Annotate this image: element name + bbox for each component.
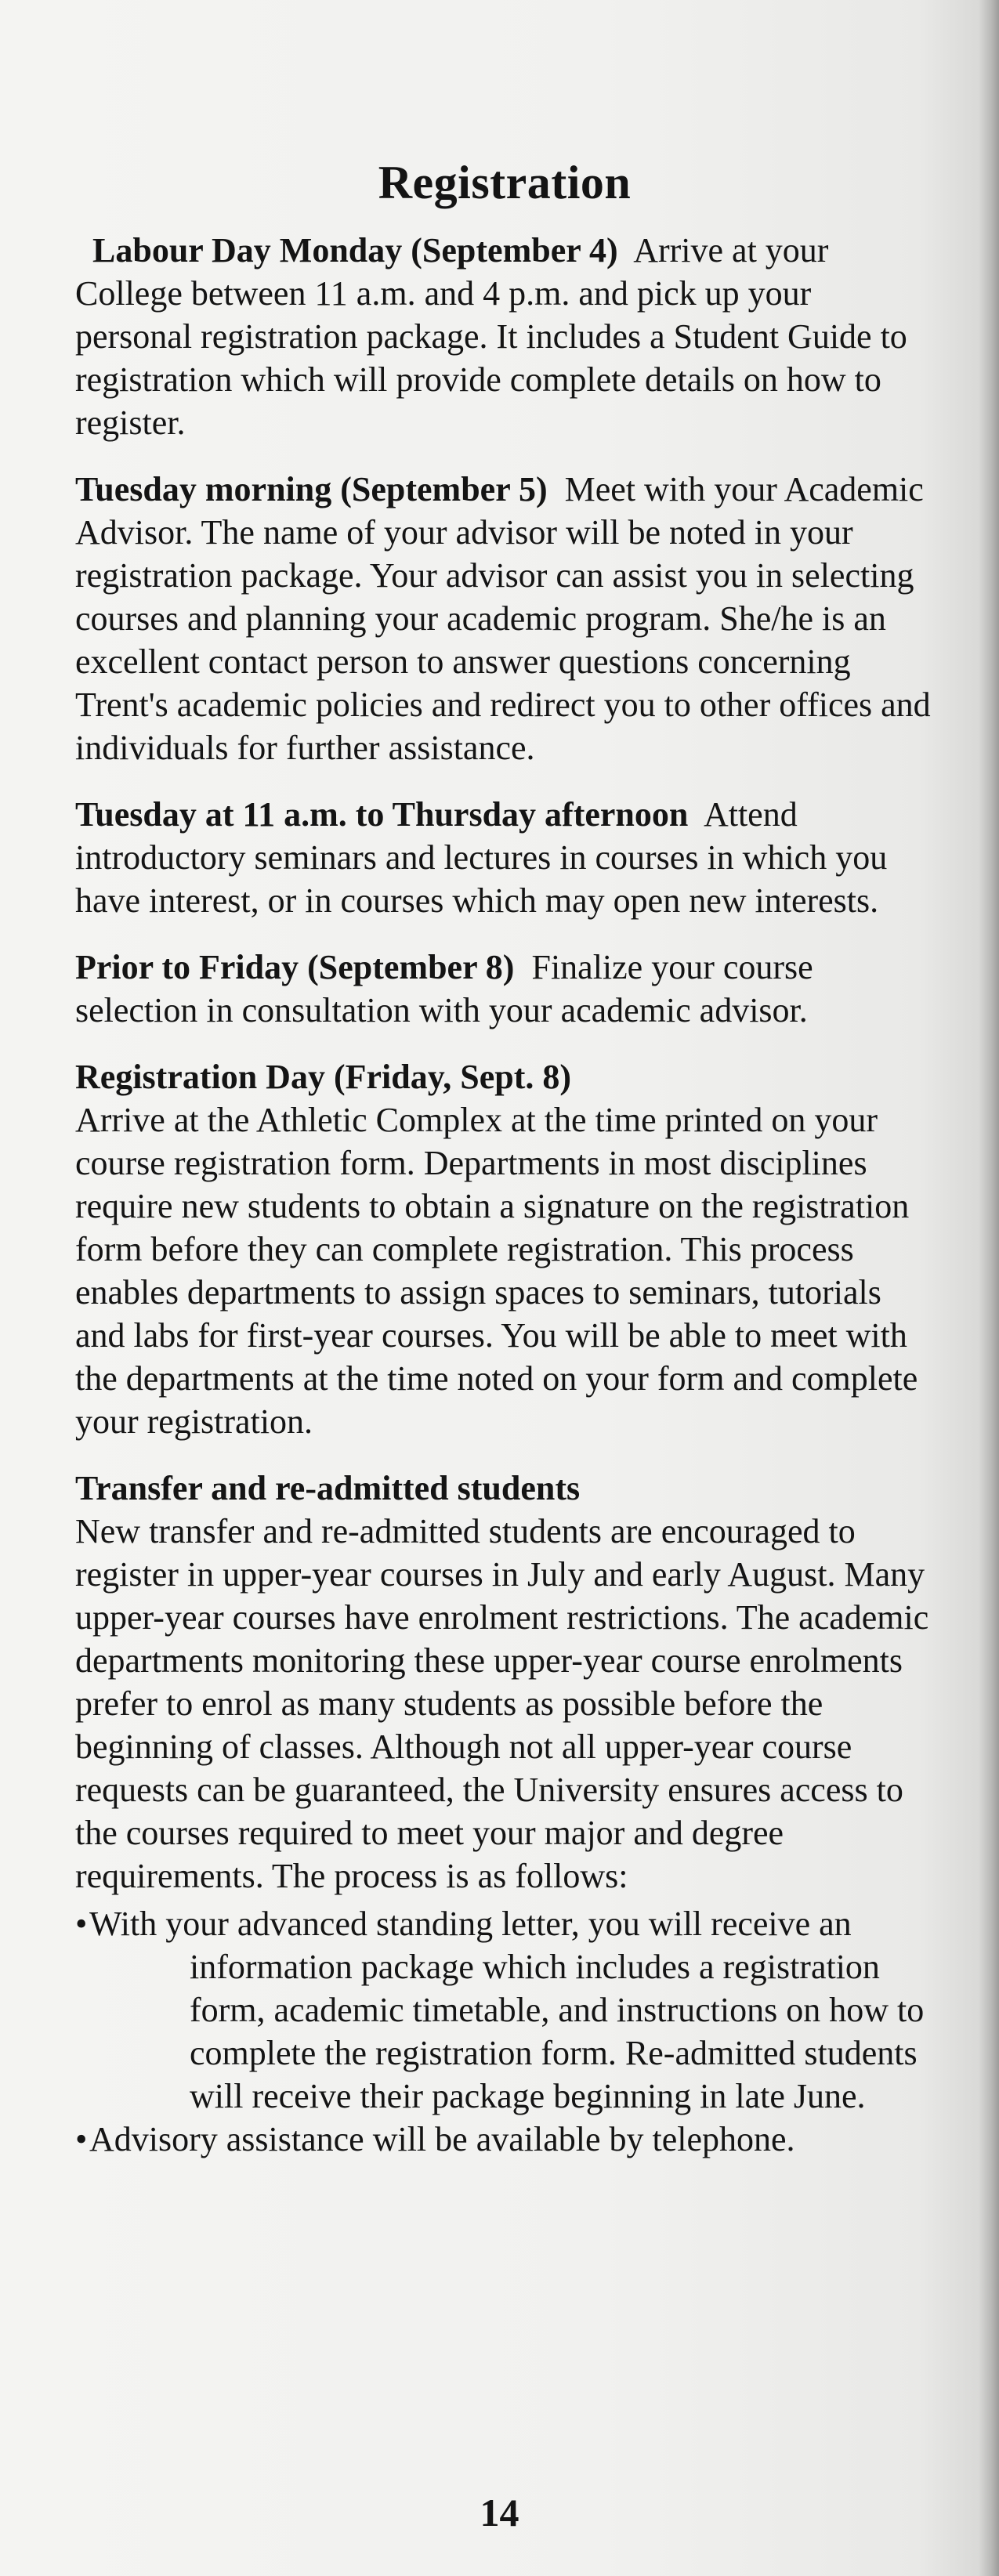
section-tuesday-morning — [75, 468, 934, 769]
bullet-icon: • — [75, 2120, 88, 2158]
section-transfer-readmitted — [75, 1467, 934, 1898]
process-bullet-list — [75, 1902, 934, 2161]
list-item-text: With your advanced standing letter, you will receive an information package which includes a registration form, academic timetable, and instructions on how to complete the registration form. Re-admitted students will receive their package beginning in late June. — [89, 1905, 925, 2115]
page-number: 14 — [480, 2491, 519, 2534]
section-body: Finalize your course selection in consultation with your academic advisor. — [75, 948, 813, 1029]
page-title: Registration — [378, 157, 632, 208]
page-spine-shadow — [979, 0, 999, 2576]
list-item — [75, 1902, 934, 2118]
page-content — [75, 157, 934, 2161]
section-body: Attend introductory seminars and lectures in courses in which you have interest, or in courses which may open new interests. — [75, 795, 888, 920]
section-registration-day — [75, 1055, 934, 1443]
section-heading: Labour Day Monday (September 4) — [92, 231, 618, 270]
list-item — [75, 2118, 934, 2161]
section-heading: Prior to Friday (September 8) — [75, 948, 515, 986]
section-body: Meet with your Academic Advisor. The name of your advisor will be noted in your registration package. Your advisor can assist you in selecting courses and planning your academic program. She/he is an excellent contact person to answer questions concerning Trent's academic policies and redirect you to other offices and individuals for further assistance. — [75, 470, 931, 767]
section-body: Arrive at the Athletic Complex at the time printed on your course registration form. Departments in most disciplines require new students to obtain a signature on the registration form before they can complete registration. This process enables departments to assign spaces to seminars, tutorials and labs for first-year courses. You will be able to meet with the departments at the time noted on your form and complete your registration. — [75, 1101, 918, 1441]
section-heading: Transfer and re-admitted students — [75, 1469, 581, 1507]
section-labour-day — [75, 229, 934, 444]
section-body: New transfer and re-admitted students are encouraged to register in upper-year courses in July and early August. Many upper-year courses have enrolment restrictions. The academic departments monitoring these upper-year course enrolments prefer to enrol as many students as possible before the beginning of classes. Although not all upper-year course requests can be guaranteed, the University ensures access to the courses required to meet your major and degree requirements. The process is as follows: — [75, 1512, 929, 1895]
section-tuesday-to-thursday — [75, 793, 934, 922]
section-body: Arrive at your College between 11 a.m. and 4 p.m. and pick up your personal registration package. It includes a Student Guide to registration which will provide complete details on how to register. — [75, 231, 907, 442]
list-item-text: Advisory assistance will be available by telephone. — [89, 2120, 795, 2158]
section-prior-to-friday — [75, 946, 934, 1032]
section-heading: Tuesday morning (September 5) — [75, 470, 548, 508]
bullet-icon: • — [75, 1905, 88, 1943]
section-heading: Registration Day (Friday, Sept. 8) — [75, 1058, 572, 1096]
section-heading: Tuesday at 11 a.m. to Thursday afternoon — [75, 795, 689, 834]
